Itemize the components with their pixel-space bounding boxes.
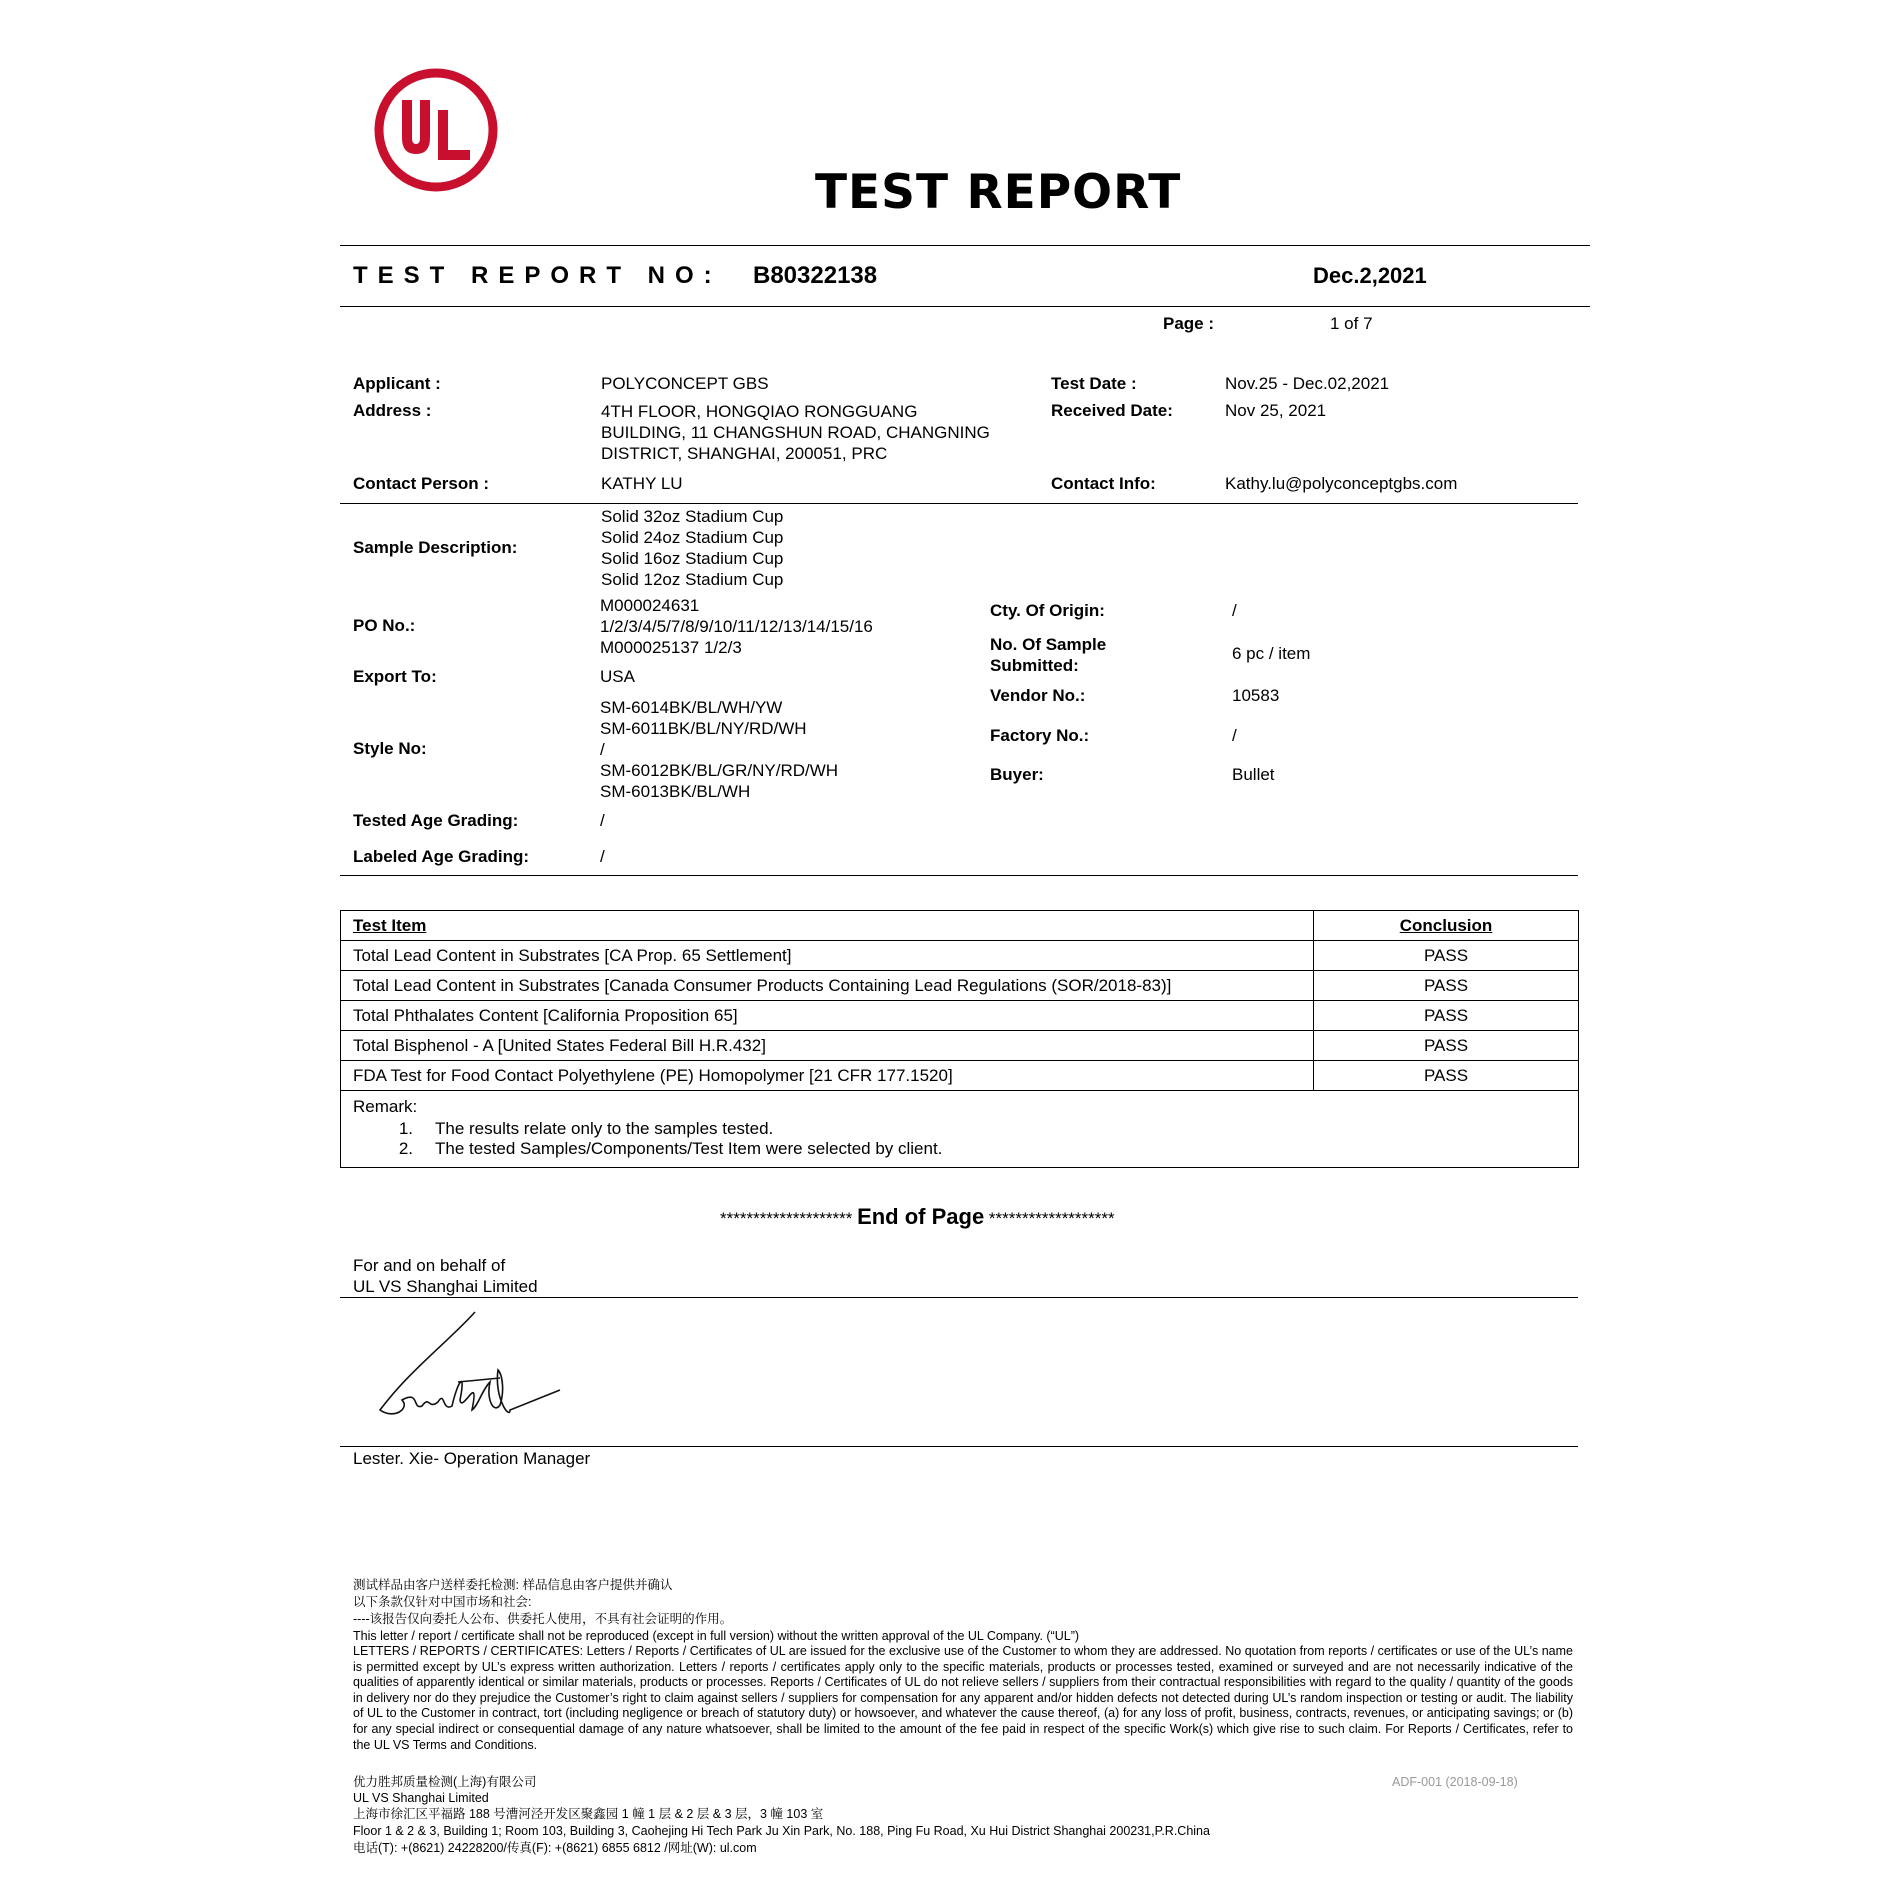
divider	[340, 503, 1578, 504]
conclusion-cell: PASS	[1314, 1001, 1579, 1031]
cn-notice-3: ----该报告仅向委托人公布、供委托人使用，不具有社会证明的作用。	[353, 1612, 733, 1626]
end-of-page-text: End of Page	[857, 1204, 985, 1229]
sample-line: Solid 12oz Stadium Cup	[601, 570, 784, 589]
test-item-cell: Total Bisphenol - A [United States Federal Bill H.R.432]	[341, 1031, 1314, 1061]
num-sample-value: 6 pc / item	[1232, 644, 1311, 663]
conclusion-cell: PASS	[1314, 971, 1579, 1001]
table-row	[341, 1001, 1579, 1031]
remark-list	[353, 1119, 1566, 1159]
page-value: 1 of 7	[1330, 314, 1373, 333]
factory-no-label: Factory No.:	[990, 726, 1090, 745]
letter-notice: This letter / report / certificate shall not be reproduced (except in full version) without the written approval of the UL Company. (“UL”)	[353, 1629, 1080, 1643]
conclusion-cell: PASS	[1314, 1061, 1579, 1091]
style-line: /	[600, 740, 605, 759]
form-code: ADF-001 (2018-09-18)	[1392, 1775, 1518, 1789]
company-name-en: UL VS Shanghai Limited	[353, 1791, 489, 1805]
received-date-value: Nov 25, 2021	[1225, 401, 1327, 420]
remark-number: 1.	[398, 1119, 413, 1138]
remark-row	[341, 1091, 1579, 1168]
applicant-label: Applicant :	[353, 374, 441, 393]
export-to-label: Export To:	[353, 667, 437, 686]
sample-line: Solid 16oz Stadium Cup	[601, 549, 784, 568]
on-behalf-line: For and on behalf of	[353, 1256, 506, 1275]
divider	[340, 1446, 1578, 1447]
remark-text: The tested Samples/Components/Test Item were selected by client.	[435, 1139, 943, 1158]
vendor-no-label: Vendor No.:	[990, 686, 1086, 705]
address-label: Address :	[353, 401, 432, 420]
report-no-value: B80322138	[753, 262, 878, 289]
received-date-label: Received Date:	[1051, 401, 1173, 420]
po-line: M000025137 1/2/3	[600, 638, 742, 657]
test-date-label: Test Date :	[1051, 374, 1137, 393]
sample-description-value	[601, 506, 783, 590]
table-row	[341, 1031, 1579, 1061]
cn-notice-1: 测试样品由客户送样委托检测: 样品信息由客户提供并确认	[353, 1578, 673, 1592]
po-label: PO No.:	[353, 616, 416, 635]
header-conclusion: Conclusion	[1314, 911, 1579, 941]
style-line: SM-6011BK/BL/NY/RD/WH	[600, 719, 807, 738]
divider	[340, 245, 1590, 246]
test-item-cell: FDA Test for Food Contact Polyethylene (PE) Homopolymer [21 CFR 177.1520]	[341, 1061, 1314, 1091]
page-label: Page :	[1163, 314, 1215, 333]
test-item-cell: Total Phthalates Content [California Proposition 65]	[341, 1001, 1314, 1031]
company-line: UL VS Shanghai Limited	[353, 1277, 538, 1296]
address-cn: 上海市徐汇区平福路 188 号漕河泾开发区聚鑫园 1 幢 1 层 & 2 层 & 3 层，3 幢 103 室	[353, 1807, 824, 1821]
tested-age-label: Tested Age Grading:	[353, 811, 519, 830]
conclusion-cell: PASS	[1314, 1031, 1579, 1061]
address-line: DISTRICT, SHANGHAI, 200051, PRC	[601, 444, 888, 463]
remark-label: Remark:	[353, 1097, 418, 1116]
stars-left: ********************	[720, 1209, 853, 1228]
labeled-age-value: /	[600, 847, 605, 866]
buyer-label: Buyer:	[990, 765, 1044, 784]
style-line: SM-6014BK/BL/WH/YW	[600, 698, 783, 717]
test-results-table	[340, 910, 1579, 1168]
table-header-row	[341, 911, 1579, 941]
address-en: Floor 1 & 2 & 3, Building 1; Room 103, Building 3, Caohejing Hi Tech Park Ju Xin Park, No. 188, Ping Fu Road, Xu Hui District Shanghai 200231,P.R.China	[353, 1824, 1210, 1838]
address-line: 4TH FLOOR, HONGQIAO RONGGUANG	[601, 402, 918, 421]
legal-disclaimer: LETTERS / REPORTS / CERTIFICATES: Letters / Reports / Certificates of UL are issued for the exclusive use of the Customer to whom they are addressed. No quotation from reports / certificates or use of the UL’s name is permitted except by UL’s express written authorization. Letters / reports / certificates apply only to the specific materials, products or processes tested, examined or surveyed and are not necessarily indicative of the qualities of apparently identical or similar materials, products or processes. Reports / Certificates of UL do not relieve sellers / suppliers from their contractual responsibilities with regard to the quality / quantity of the goods in delivery nor do they prejudice the Customer’s right to claim against sellers / suppliers for compensation for any apparent and/or hidden defects not detected during UL’s random inspection or testing or audit. The liability of UL to the Customer in contract, tort (including negligence or breach of statutory duty) or howsoever, and whatever the cause thereof, (a) for any loss of profit, business, contracts, revenues, or anticipating savings; or (b) for any special indirect or consequential damage of any nature whatsoever, shall be limited to the amount of the fee paid in respect of the specific Work(s) which give rise to such claim. For Reports / Certificates, refer to the UL VS Terms and Conditions.	[353, 1644, 1573, 1752]
stars-right: *******************	[988, 1209, 1115, 1228]
company-name-cn: 优力胜邦质量检测(上海)有限公司	[353, 1775, 537, 1789]
num-sample-label-line: No. Of Sample	[990, 635, 1107, 654]
style-line: SM-6012BK/BL/GR/NY/RD/WH	[600, 761, 839, 780]
test-date-value: Nov.25 - Dec.02,2021	[1225, 374, 1390, 393]
divider	[340, 875, 1578, 876]
po-line: M000024631	[600, 596, 700, 615]
test-item-cell: Total Lead Content in Substrates [Canada Consumer Products Containing Lead Regulations (SOR/2018-83)]	[341, 971, 1314, 1001]
style-no-value	[600, 697, 838, 802]
remark-text: The results relate only to the samples tested.	[435, 1119, 774, 1138]
contact-numbers: 电话(T): +(8621) 24228200/传真(F): +(8621) 6855 6812 /网址(W): ul.com	[353, 1841, 757, 1855]
address-line: BUILDING, 11 CHANGSHUN ROAD, CHANGNING	[601, 423, 990, 442]
divider	[340, 306, 1590, 307]
table-row	[341, 971, 1579, 1001]
factory-no-value: /	[1232, 726, 1237, 745]
signature	[350, 1310, 570, 1430]
contact-person-value: KATHY LU	[601, 474, 683, 493]
table-row	[341, 1061, 1579, 1091]
remark-item	[353, 1139, 1566, 1159]
labeled-age-label: Labeled Age Grading:	[353, 847, 530, 866]
applicant-value: POLYCONCEPT GBS	[601, 374, 769, 393]
signer-name: Lester. Xie- Operation Manager	[353, 1449, 591, 1468]
tested-age-value: /	[600, 811, 605, 830]
po-value	[600, 595, 873, 658]
header-test-item: Test Item	[341, 911, 1314, 941]
num-sample-label-line: Submitted:	[990, 656, 1079, 675]
sample-line: Solid 32oz Stadium Cup	[601, 507, 784, 526]
remark-number: 2.	[398, 1139, 413, 1158]
sample-description-label: Sample Description:	[353, 538, 518, 557]
export-to-value: USA	[600, 667, 635, 686]
vendor-no-value: 10583	[1232, 686, 1280, 705]
num-sample-label	[990, 634, 1106, 676]
remark-cell	[341, 1091, 1579, 1168]
ul-logo	[372, 66, 500, 194]
cn-notice-2: 以下条款仅针对中国市场和社会:	[353, 1595, 532, 1609]
test-item-cell: Total Lead Content in Substrates [CA Prop. 65 Settlement]	[341, 941, 1314, 971]
po-line: 1/2/3/4/5/7/8/9/10/11/12/13/14/15/16	[600, 617, 873, 636]
divider	[340, 1297, 1578, 1298]
origin-value: /	[1232, 601, 1237, 620]
table-row	[341, 941, 1579, 971]
conclusion-cell: PASS	[1314, 941, 1579, 971]
report-date: Dec.2,2021	[1313, 263, 1427, 288]
sample-line: Solid 24oz Stadium Cup	[601, 528, 784, 547]
style-line: SM-6013BK/BL/WH	[600, 782, 751, 801]
end-of-page-marker	[720, 1204, 1115, 1230]
contact-person-label: Contact Person :	[353, 474, 490, 493]
page-title: TEST REPORT	[815, 165, 1182, 220]
buyer-value: Bullet	[1232, 765, 1275, 784]
contact-info-label: Contact Info:	[1051, 474, 1156, 493]
contact-info-value: Kathy.lu@polyconceptgbs.com	[1225, 474, 1458, 493]
report-no-label: TEST REPORT NO:	[353, 262, 722, 289]
origin-label: Cty. Of Origin:	[990, 601, 1105, 620]
style-no-label: Style No:	[353, 739, 427, 758]
remark-item	[353, 1119, 1566, 1139]
address-value	[601, 401, 990, 464]
